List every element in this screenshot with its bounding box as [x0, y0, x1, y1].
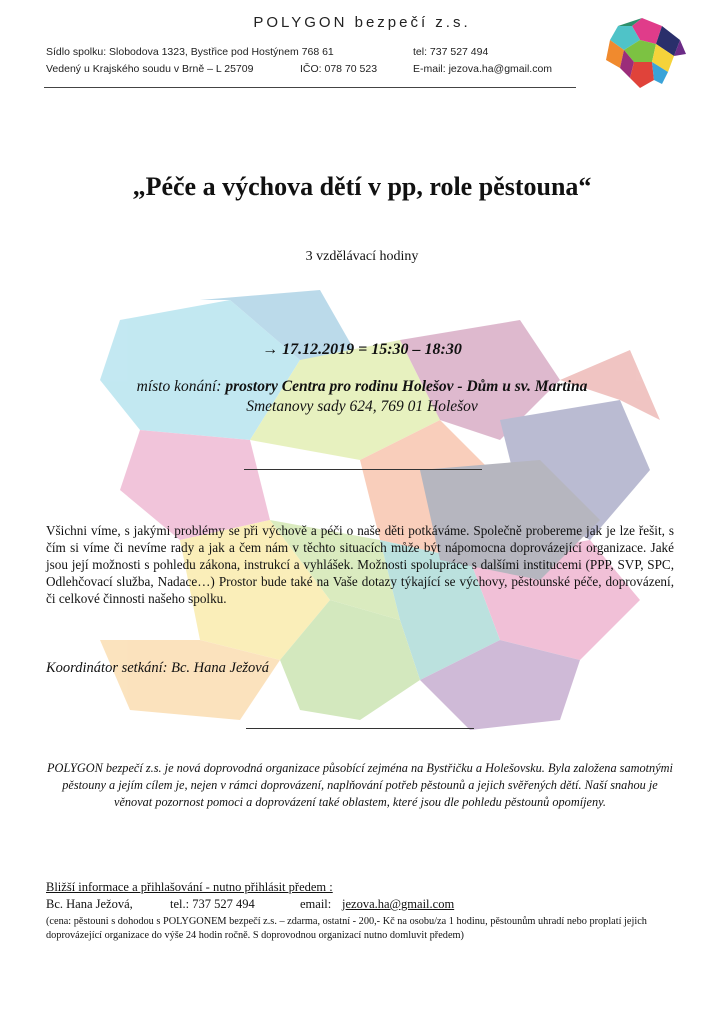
event-address: Smetanovy sady 624, 769 01 Holešov — [246, 398, 478, 415]
contact-phone: tel.: 737 527 494 — [170, 897, 255, 911]
event-venue — [0, 378, 724, 396]
contact-email-link[interactable]: jezova.ha@gmail.com — [342, 897, 455, 911]
event-datetime: → 17.12.2019 = 15:30 – 18:30 — [262, 341, 462, 358]
seat-address: Sídlo spolku: Slobodova 1323, Bystřice pod Hostýnem 768 61 — [46, 46, 334, 58]
venue-name: prostory Centra pro rodinu Holešov - Dům u sv. Martina — [225, 378, 588, 395]
organization-name: POLYGON bezpečí z.s. — [253, 14, 471, 31]
section-divider — [244, 469, 482, 470]
section-divider-2 — [246, 728, 474, 729]
contact-email-label: email: — [300, 897, 332, 911]
company-id: IČO: 078 70 523 — [300, 63, 378, 75]
header-phone: tel: 737 527 494 — [413, 46, 489, 58]
event-description: Všichni víme, s jakými problémy se při výchově a péči o naše děti potkáváme. Společně probereme jak je lze řešit, s čím si víme či nevíme rady a jak a čem nám v těchto situacích může být nápomocna doprovázející organizace. Jaké jsou její možnosti s pohledu zákona, instrukcí a vyhlášek. Možnosti spolupráce s dalšími institucemi (PPP, SVP, SPC, Odlehčovací služba, Nadace…) Prostor bude také na Vaše dotazy týkající se výchovy, pěstounské péče, doprovázení, či celkové činnosti našeho spolku. — [46, 523, 674, 606]
info-heading: Bližší informace a přihlašování - nutno přihlásit předem : — [46, 880, 333, 894]
polygon-logo-icon — [596, 14, 688, 94]
venue-label: místo konání: — [136, 378, 222, 395]
header-divider — [44, 87, 576, 88]
coordinator: Koordinátor setkání: Bc. Hana Ježová — [46, 660, 269, 676]
header-email[interactable]: E-mail: jezova.ha@gmail.com — [413, 63, 553, 75]
organization-about: POLYGON bezpečí z.s. je nová doprovodná organizace působící zejména na Bystřičku a Holešovsku. Byla založena samotnými pěstouny a jejím cílem je, nejen v rámci doprovázení, naplňování potřeb pěstounů a jejich svěřených dětí. Naší snahou je věnovat pozornost pomoci a doprovázení také oblastem, které jsou dle pohledu pěstounů opomíjeny. — [47, 761, 673, 809]
event-title: „Péče a výchova dětí v pp, role pěstouna“ — [132, 172, 592, 201]
price-note: (cena: pěstouni s dohodou s POLYGONEM bezpečí z.s. – zdarma, ostatní - 200,- Kč na osobu/za 1 hodinu, pěstounům uhradí nebo proplatí jejich doprovázející organizace do výše 24 hodin ročně. S doprovodnou organizací nutno domluvit předem) — [46, 916, 647, 941]
contact-name: Bc. Hana Ježová, — [46, 897, 133, 911]
event-subtitle: 3 vzdělávací hodiny — [305, 249, 419, 264]
court-registration: Vedený u Krajského soudu v Brně – L 25709 — [46, 63, 254, 75]
